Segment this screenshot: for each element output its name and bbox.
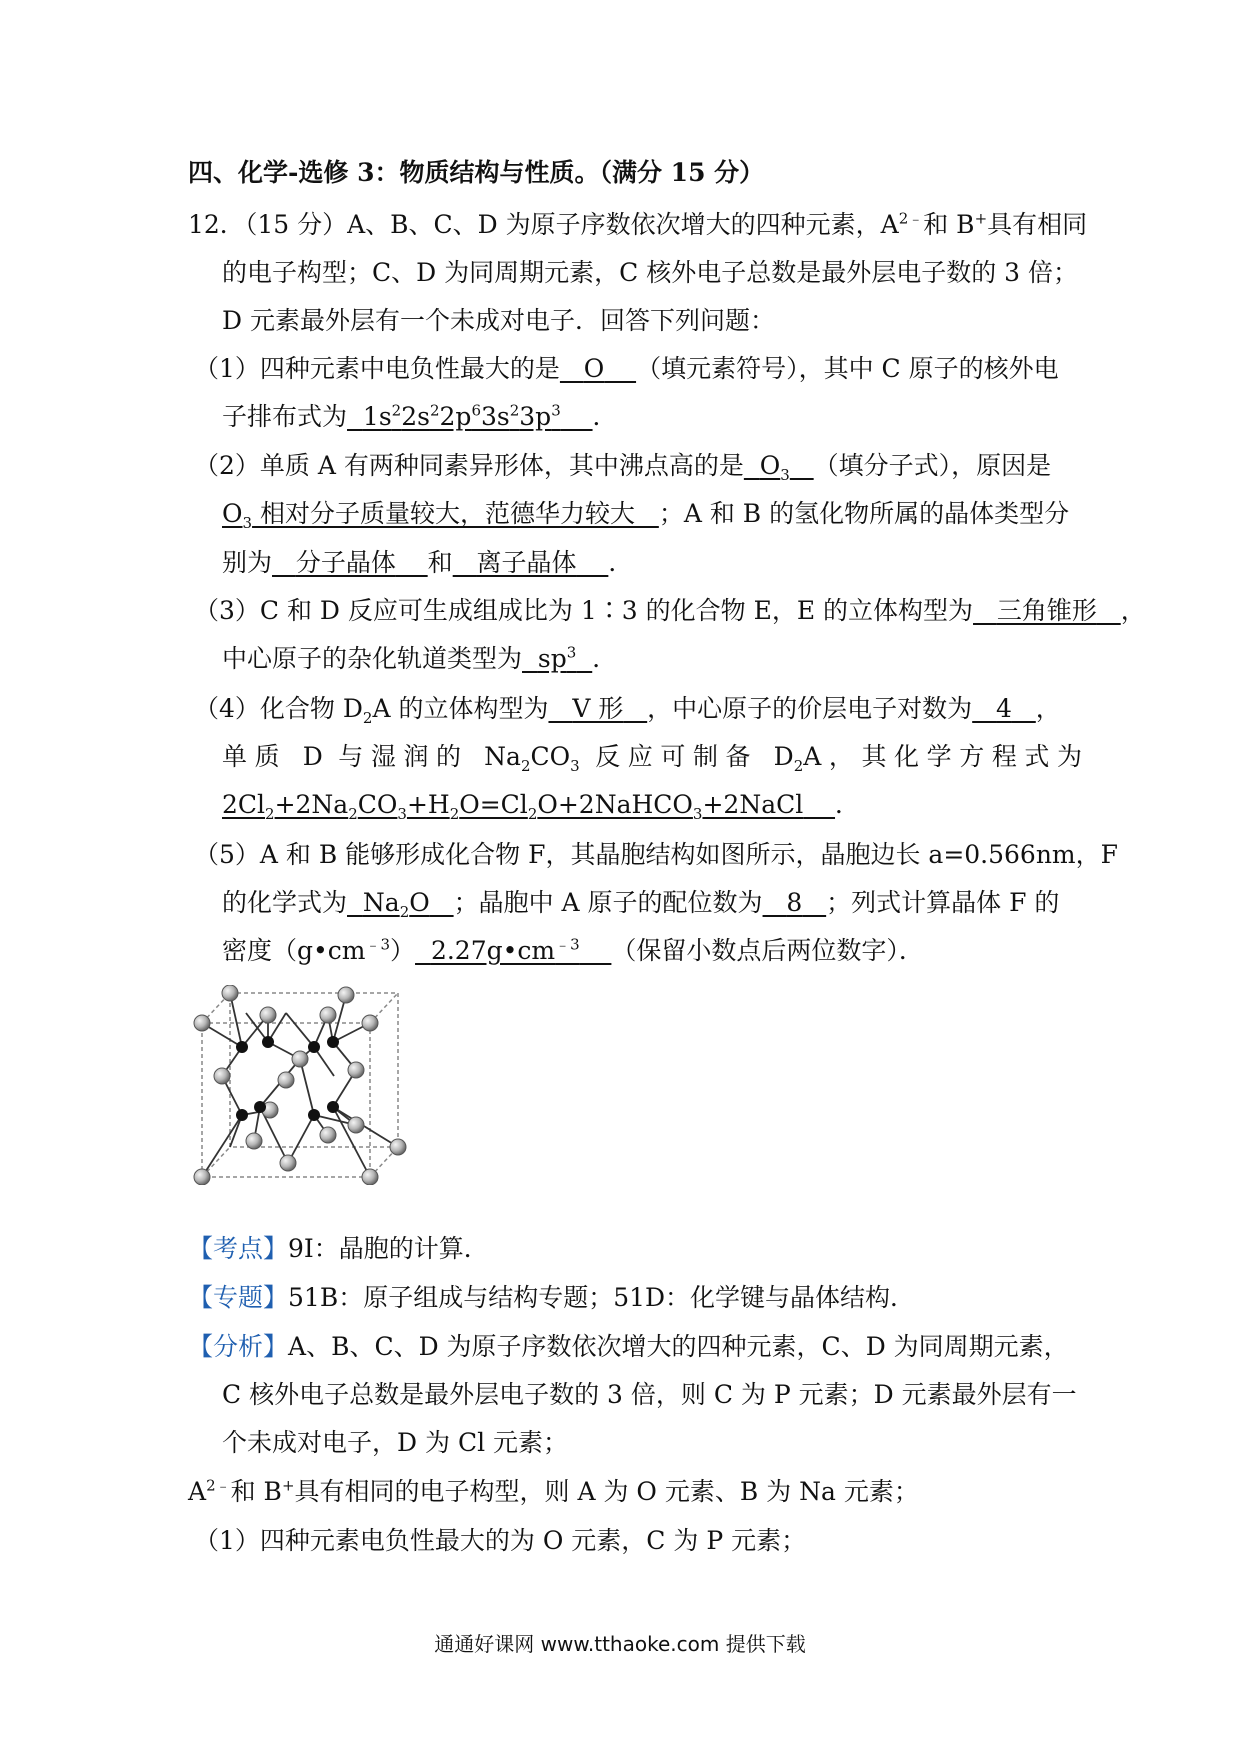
part-text: ． xyxy=(592,402,618,431)
kaodian-text: 9I：晶胞的计算． xyxy=(288,1234,489,1263)
kaodian-tag: 【考点】 xyxy=(188,1234,289,1263)
answer-shape xyxy=(548,694,647,723)
part-4-line-2: 单质 D 与湿润的 $Na_2CO_3$ 反应可制备 $D_2A$，其化学方程式为 xyxy=(222,742,1082,775)
question-score: （15 分） xyxy=(244,210,348,239)
answer-crystal-type-1 xyxy=(272,548,428,577)
answer-allotrope xyxy=(744,451,814,484)
answer-formula xyxy=(347,888,454,921)
section-title: 四、化学-选修 3：物质结构与性质。（满分 15 分） xyxy=(188,158,765,187)
part-text: （填元素符号），其中 C 原子的核外电 xyxy=(636,354,1059,383)
part-text: 和 xyxy=(427,548,453,577)
part-5-line-2 xyxy=(222,886,1059,920)
part-text: （1）四种元素中电负性最大的是 xyxy=(194,354,560,383)
part-text: ；列式计算晶体 F 的 xyxy=(826,888,1060,917)
answer-text: 分子晶体 xyxy=(295,548,396,577)
answer-text: $1s^22s^22p^63s^23p^3$ xyxy=(362,401,561,431)
answer-electronegativity xyxy=(560,354,636,383)
footer-credit: 通通好课网 www.tthaoke.com 提供下载 xyxy=(434,1632,806,1656)
stem-text: 具有相同 xyxy=(987,210,1088,239)
part-text: （保留小数点后两位数字）． xyxy=(611,936,924,965)
answer-text: $2.27g•cm^{﹣3}$ xyxy=(430,935,580,965)
answer-text: O xyxy=(583,354,605,383)
superscript: 2﹣ xyxy=(898,209,924,228)
part-4-line-3 xyxy=(222,788,860,822)
question-number: 12． xyxy=(188,210,245,239)
answer-density xyxy=(415,936,611,965)
answer-text: $O_3$ 相对分子质量较大，范德华力较大 xyxy=(222,499,635,532)
answer-electron-pairs xyxy=(972,694,1036,723)
fenxi-tag: 【分析】 xyxy=(188,1332,289,1361)
part-1-line-1 xyxy=(194,352,1059,386)
fenxi-line-2: C 核外电子总数是最外层电子数的 3 倍，则 C 为 P 元素；D 元素最外层有一 xyxy=(222,1380,1077,1409)
crystal-cell-figure xyxy=(188,985,410,1185)
answer-text: $Na_2O$ xyxy=(362,888,430,921)
part-text: 密度$(g•cm^{﹣3})$ xyxy=(222,935,416,965)
stem-text: A、B、C、D 为原子序数依次增大的四种元素，A xyxy=(347,210,899,239)
part-2-line-2 xyxy=(222,497,1069,531)
part-2-line-1 xyxy=(194,449,1051,483)
answer-text: V 形 xyxy=(572,694,624,723)
part-2-line-3 xyxy=(222,546,633,580)
question-stem-line-1 xyxy=(188,208,1087,242)
answer-geometry xyxy=(973,596,1121,625)
answer-text: $sp^3$ xyxy=(537,643,577,673)
fenxi-line-3: 个未成对电子，D 为 Cl 元素； xyxy=(222,1428,569,1457)
answer-text: 离子晶体 xyxy=(476,548,577,577)
part-text: ；A 和 B 的氢化物所属的晶体类型分 xyxy=(658,499,1070,528)
analysis-line-5: （1）四种元素电负性最大的为 O 元素，C 为 P 元素； xyxy=(194,1526,807,1555)
answer-coordination xyxy=(763,888,827,917)
part-text: ，中心原子的价层电子对数为 xyxy=(647,694,973,723)
answer-text: 8 xyxy=(786,888,803,917)
zhuanti-tag: 【专题】 xyxy=(188,1283,289,1312)
part-3-line-1 xyxy=(194,594,1146,628)
part-3-line-2 xyxy=(222,642,617,676)
superscript: + xyxy=(974,209,988,228)
part-text: ． xyxy=(592,644,618,673)
answer-text: 三角锥形 xyxy=(996,596,1097,625)
part-text: ， xyxy=(1035,694,1061,723)
part-text: ；晶胞中 A 原子的配位数为 xyxy=(453,888,763,917)
part-text: ． xyxy=(608,548,634,577)
question-stem-line-2: 的电子构型；C、D 为同周期元素，C 核外电子总数是最外层电子数的 3 倍； xyxy=(222,258,1078,287)
fenxi-text: A、B、C、D 为原子序数依次增大的四种元素，C、D 为同周期元素， xyxy=(288,1332,1069,1361)
part-text: ． xyxy=(835,790,861,819)
part-text: 中心原子的杂化轨道类型为 xyxy=(222,644,523,673)
zhuanti-line xyxy=(188,1281,915,1315)
kaodian-line xyxy=(188,1232,489,1266)
answer-hybridization xyxy=(522,644,592,673)
part-text: ， xyxy=(1120,596,1146,625)
question-stem-line-3: D 元素最外层有一个未成对电子．回答下列问题： xyxy=(222,306,775,335)
analysis-line-4: $A^{2﹣}$和 B+具有相同的电子构型，则 A 为 O 元素、B 为 Na 元素； xyxy=(188,1476,919,1506)
part-5-line-3 xyxy=(222,934,924,968)
answer-text: $O_3$ xyxy=(759,451,790,484)
answer-reason xyxy=(222,499,659,532)
stem-text: 和 B xyxy=(923,210,975,239)
part-text: （4）化合物 $D_2A$ 的立体构型为 xyxy=(194,694,549,727)
answer-text: $2Cl_2+2Na_2CO_3+H_2O=Cl_2O+2NaHCO_3+2NaCl$ xyxy=(222,790,804,823)
part-1-line-2 xyxy=(222,400,618,434)
answer-electron-config xyxy=(347,402,593,431)
part-5-line-1: （5）A 和 B 能够形成化合物 F，其晶胞结构如图所示，晶胞边长 a=0.566nm，F xyxy=(194,840,1118,869)
part-text: 别为 xyxy=(222,548,273,577)
part-text: 子排布式为 xyxy=(222,402,348,431)
part-text: 的化学式为 xyxy=(222,888,348,917)
zhuanti-text: 51B：原子组成与结构专题；51D：化学键与晶体结构． xyxy=(288,1283,916,1312)
fenxi-line-1 xyxy=(188,1330,1069,1364)
answer-text: 4 xyxy=(996,694,1012,723)
part-4-line-1 xyxy=(194,692,1061,726)
answer-crystal-type-2 xyxy=(453,548,609,577)
part-text: （3）C 和 D 反应可生成组成比为 1∶3 的化合物 E，E 的立体构型为 xyxy=(194,596,974,625)
part-text: （填分子式），原因是 xyxy=(813,451,1052,480)
answer-equation xyxy=(222,790,835,823)
part-text: （2）单质 A 有两种同素异形体，其中沸点高的是 xyxy=(194,451,744,480)
